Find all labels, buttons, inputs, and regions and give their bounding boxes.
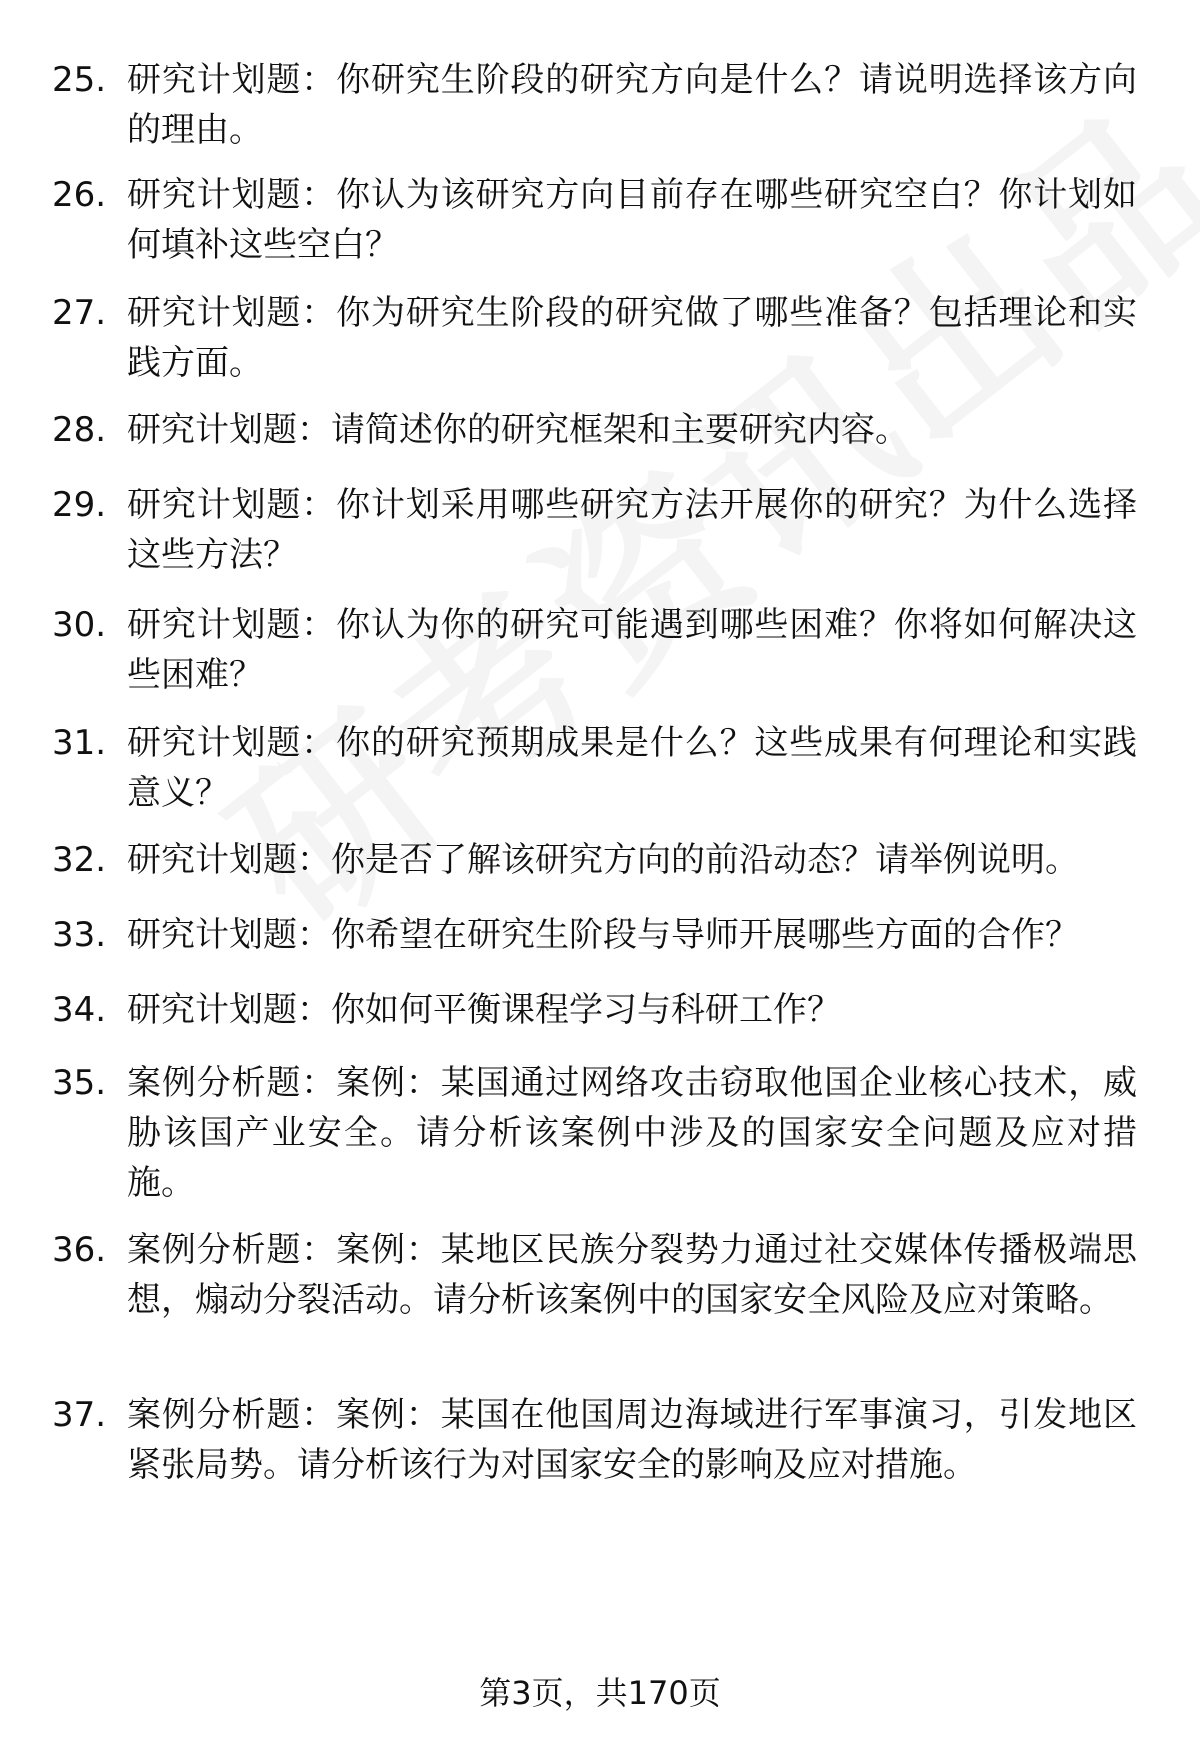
question-text: 研究计划题：你的研究预期成果是什么？这些成果有何理论和实践意义？	[127, 723, 1137, 813]
question-number: 28.	[52, 410, 107, 450]
page-number-footer: 第3页，共170页	[479, 1674, 721, 1712]
question-text: 研究计划题：请简述你的研究框架和主要研究内容。	[127, 410, 909, 450]
question-number: 36.	[52, 1230, 107, 1270]
question-number: 30.	[52, 605, 107, 645]
question-text: 案例分析题：案例：某国通过网络攻击窃取他国企业核心技术，威胁该国产业安全。请分析该案例中涉及的国家安全问题及应对措施。	[127, 1063, 1137, 1203]
question-text: 案例分析题：案例：某国在他国周边海域进行军事演习，引发地区紧张局势。请分析该行为对国家安全的影响及应对措施。	[127, 1395, 1137, 1485]
question-text: 案例分析题：案例：某地区民族分裂势力通过社交媒体传播极端思想，煽动分裂活动。请分析该案例中的国家安全风险及应对策略。	[127, 1230, 1137, 1320]
question-number: 37.	[52, 1395, 107, 1435]
question-number: 26.	[52, 175, 107, 215]
question-number: 27.	[52, 293, 107, 333]
question-number: 34.	[52, 990, 107, 1030]
question-text: 研究计划题：你希望在研究生阶段与导师开展哪些方面的合作？	[127, 915, 1079, 955]
question-number: 29.	[52, 485, 107, 525]
question-text: 研究计划题：你如何平衡课程学习与科研工作？	[127, 990, 841, 1030]
question-text: 研究计划题：你研究生阶段的研究方向是什么？请说明选择该方向的理由。	[127, 60, 1137, 150]
question-text: 研究计划题：你认为该研究方向目前存在哪些研究空白？你计划如何填补这些空白？	[127, 175, 1137, 265]
question-number: 33.	[52, 915, 107, 955]
question-number: 35.	[52, 1063, 107, 1103]
question-text: 研究计划题：你认为你的研究可能遇到哪些困难？你将如何解决这些困难？	[127, 605, 1137, 695]
question-number: 31.	[52, 723, 107, 763]
question-text: 研究计划题：你为研究生阶段的研究做了哪些准备？包括理论和实践方面。	[127, 293, 1137, 383]
question-text: 研究计划题：你是否了解该研究方向的前沿动态？请举例说明。	[127, 840, 1079, 880]
question-text: 研究计划题：你计划采用哪些研究方法开展你的研究？为什么选择这些方法？	[127, 485, 1137, 575]
question-number: 32.	[52, 840, 107, 880]
question-number: 25.	[52, 60, 107, 100]
